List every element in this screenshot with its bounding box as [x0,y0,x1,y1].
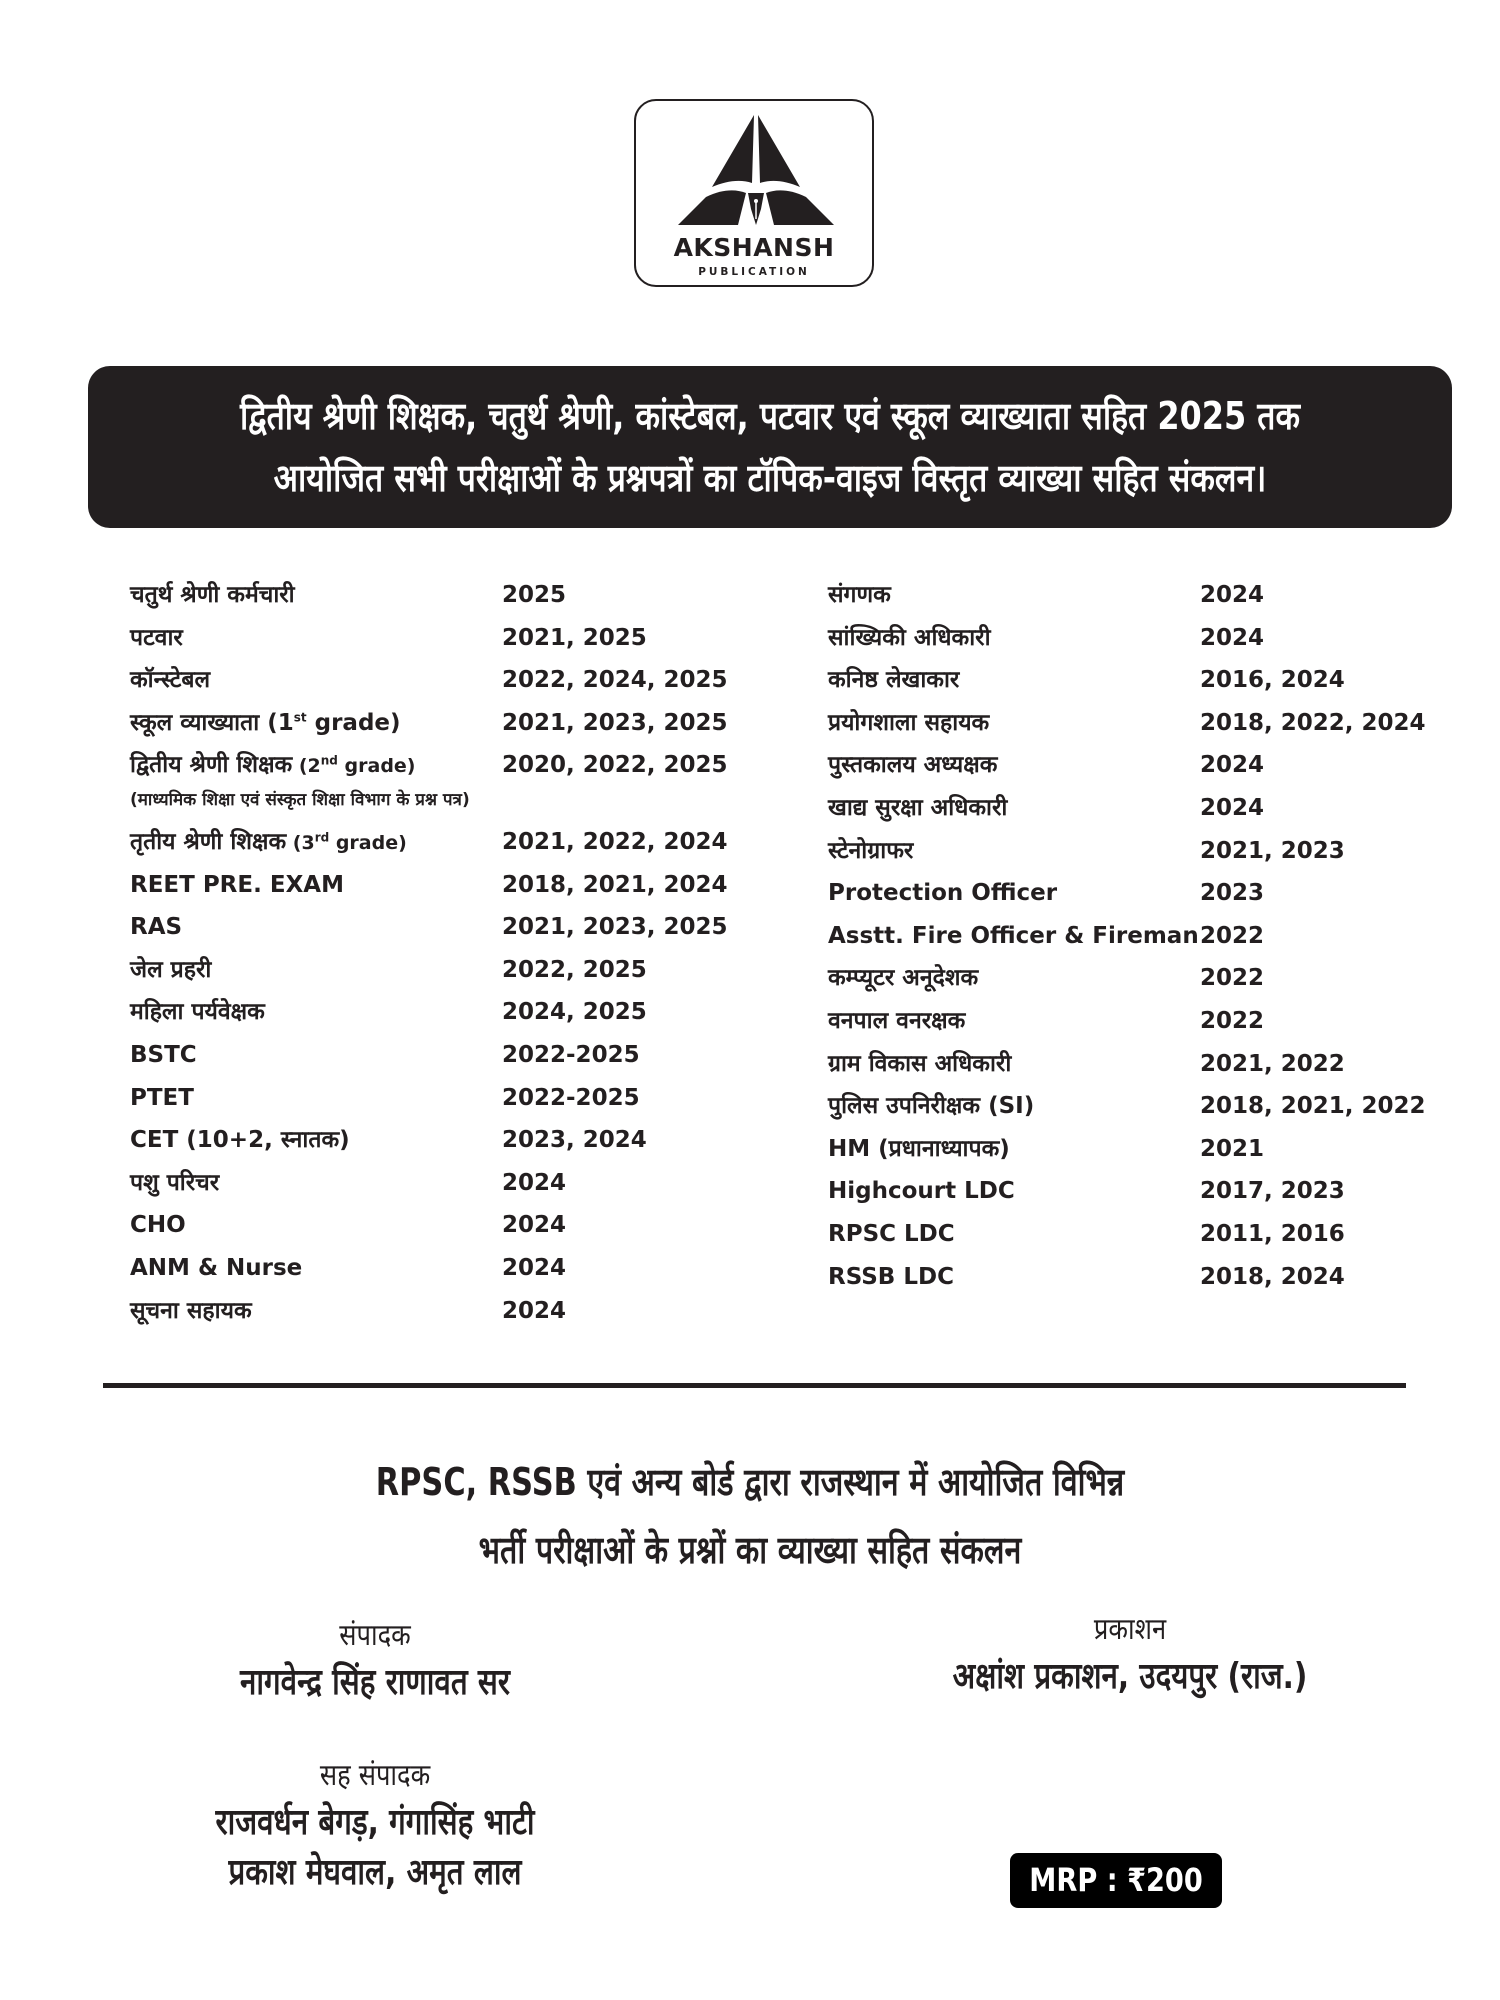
coeditor-names-line-2: प्रकाश मेघवाल, अमृत लाल [228,1852,522,1893]
sub-heading [0,1448,1500,1584]
exam-years: 2022 [1200,965,1265,992]
exam-years: 2024 [1200,624,1265,651]
exam-years: 2024 [502,1212,567,1239]
exam-years: 2021 [1200,1135,1265,1162]
exam-name: BSTC [130,1041,197,1068]
price-label: MRP : ₹200 [1029,1861,1203,1899]
publisher-credit [830,1608,1430,1702]
exam-years: 2018, 2022, 2024 [1200,709,1426,736]
exam-name: तृतीय श्रेणी शिक्षक (3rd grade) [130,828,407,855]
exam-name: Protection Officer [828,880,1058,907]
exam-years: 2024 [502,1297,567,1324]
exam-name: REET PRE. EXAM [130,871,344,898]
exam-years: 2024 [1200,752,1265,779]
exam-name: खाद्य सुरक्षा अधिकारी [828,794,1008,821]
coeditor-names-line-1: राजवर्धन बेगड़, गंगासिंह भाटी [215,1802,535,1843]
exam-name: कम्प्यूटर अनूदेशक [828,965,979,992]
exam-years: 2022, 2024, 2025 [502,667,728,694]
exam-name: पटवार [130,624,183,651]
exam-years: 2018, 2021, 2022 [1200,1093,1426,1120]
editor-credit [100,1614,650,1708]
exam-years: 2018, 2021, 2024 [502,871,728,898]
exam-name: RAS [130,914,183,941]
exam-name: ग्राम विकास अधिकारी [828,1050,1012,1077]
exam-years: 2018, 2024 [1200,1263,1345,1290]
exam-years: 2022 [1200,1007,1265,1034]
exam-years: 2011, 2016 [1200,1220,1345,1247]
exam-years: 2016, 2024 [1200,667,1345,694]
publisher-logo [634,99,874,287]
exam-years: 2022-2025 [502,1041,640,1068]
exam-name: प्रयोगशाला सहायक [828,709,990,736]
exam-name: पशु परिचर [130,1169,220,1196]
exam-name: HM (प्रधानाध्यापक) [828,1135,1010,1162]
exam-name: सांख्यिकी अधिकारी [828,624,991,651]
exam-years: 2017, 2023 [1200,1178,1345,1205]
exam-name: PTET [130,1084,194,1111]
exam-years: 2022, 2025 [502,956,647,983]
publisher-label: प्रकाशन [1093,1612,1167,1647]
exam-years: 2021, 2023 [1200,837,1345,864]
banner-line-2: आयोजित सभी परीक्षाओं के प्रश्नपत्रों का टॉपिक-वाइज विस्तृत व्याख्या सहित संकलन। [273,456,1267,500]
banner-line-1: द्वितीय श्रेणी शिक्षक, चतुर्थ श्रेणी, कांस्टेबल, पटवार एवं स्कूल व्याख्याता सहित 2025 तक [239,394,1301,438]
sub-heading-line-1: RPSC, RSSB एवं अन्य बोर्ड द्वारा राजस्थान में आयोजित विभिन्न [375,1460,1125,1504]
editor-label: संपादक [339,1618,411,1653]
exam-years: 2025 [502,582,567,608]
coeditor-label: सह संपादक [319,1758,431,1793]
exam-name: पुलिस उपनिरीक्षक (SI) [828,1093,1035,1120]
title-banner [88,366,1452,528]
exam-years: 2021, 2023, 2025 [502,914,728,941]
exam-name: Asstt. Fire Officer & Fireman [828,922,1199,949]
sub-heading-line-2: भर्ती परीक्षाओं के प्रश्नों का व्याख्या सहित संकलन [478,1528,1022,1572]
exam-years: 2024 [1200,582,1265,608]
logo-name: AKSHANSH [673,233,835,262]
exam-name: RSSB LDC [828,1263,954,1290]
exam-name: CET (10+2, स्नातक) [130,1127,350,1154]
exam-years: 2022-2025 [502,1084,640,1111]
triangle-pen-nib-icon [676,113,836,231]
exam-years: 2020, 2022, 2025 [502,752,728,779]
exam-years: 2024 [1200,794,1265,821]
exam-name: सूचना सहायक [130,1297,252,1324]
coeditor-credit [80,1754,670,1898]
exam-years: 2022 [1200,922,1265,949]
exam-name: महिला पर्यवेक्षक [130,999,265,1026]
exam-years: 2024 [502,1169,567,1196]
exam-years: 2021, 2025 [502,624,647,651]
exam-years: 2024, 2025 [502,999,647,1026]
exam-name: स्कूल व्याख्याता (1st grade) [130,709,401,736]
exam-name: पुस्तकालय अध्यक्षक [828,752,998,779]
exam-name: कनिष्ठ लेखाकार [828,667,960,694]
exam-years: 2021, 2022 [1200,1050,1345,1077]
price-badge [1010,1853,1222,1908]
exam-name: ANM & Nurse [130,1254,303,1281]
exam-years: 2021, 2023, 2025 [502,709,728,736]
exam-name: CHO [130,1212,186,1239]
exam-name: द्वितीय श्रेणी शिक्षक (2nd grade) [130,752,416,779]
exam-years: 2023, 2024 [502,1127,647,1154]
editor-name: नागवेन्द्र सिंह राणावत सर [240,1662,510,1703]
exam-name: कॉन्स्टेबल [130,667,211,694]
exam-years: 2023 [1200,880,1265,907]
logo-subtitle: PUBLICATION [698,266,810,278]
exam-name: जेल प्रहरी [130,956,212,983]
exam-years: 2021, 2022, 2024 [502,828,728,855]
exam-name: वनपाल वनरक्षक [828,1007,966,1034]
publisher-name: अक्षांश प्रकाशन, उदयपुर (राज.) [952,1656,1308,1697]
section-divider [103,1383,1406,1388]
exam-name: Highcourt LDC [828,1178,1015,1205]
exam-name: संगणक [828,582,891,608]
exam-years: 2024 [502,1254,567,1281]
exam-name: RPSC LDC [828,1220,955,1247]
exam-name: चतुर्थ श्रेणी कर्मचारी [130,582,295,608]
exam-name: स्टेनोग्राफर [828,837,914,864]
